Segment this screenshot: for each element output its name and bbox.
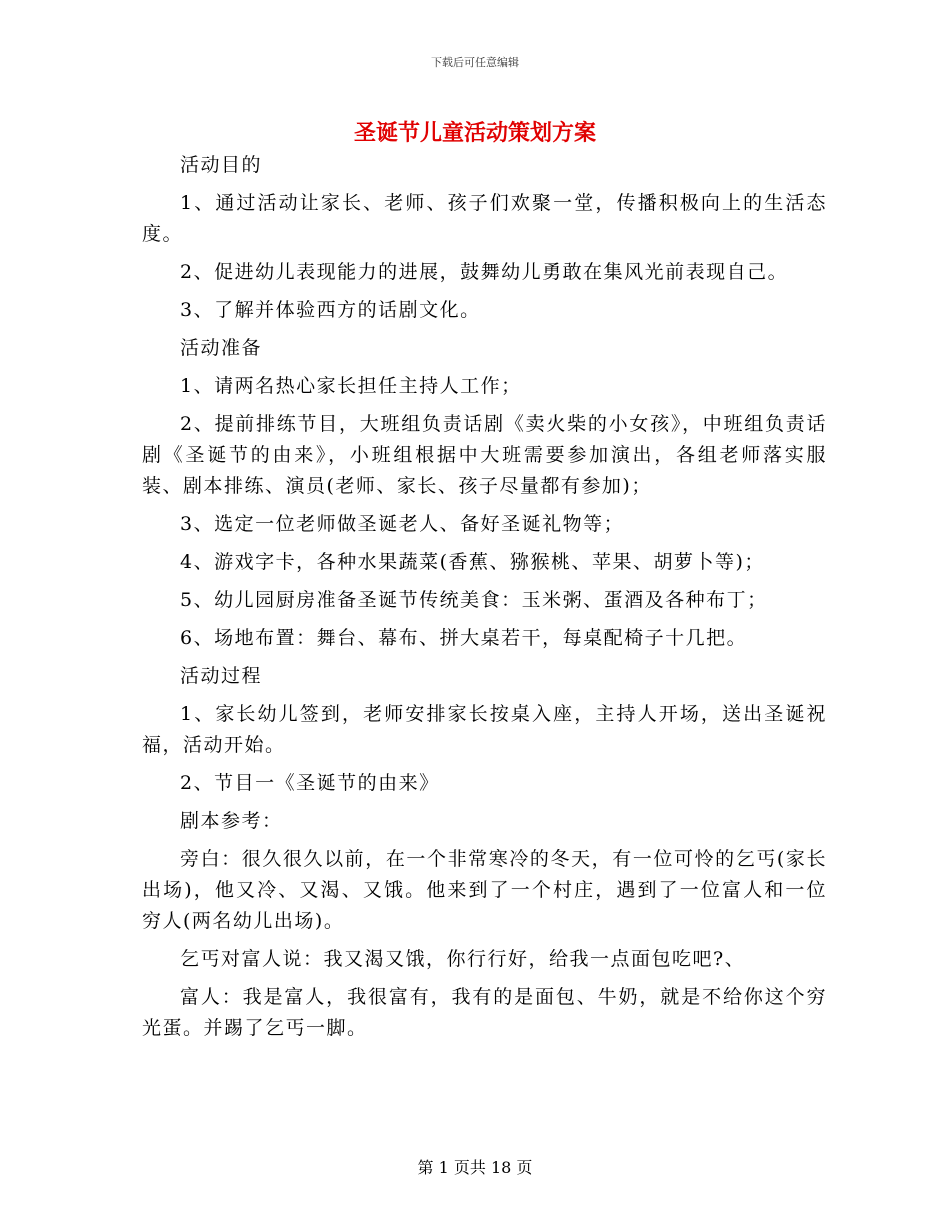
paragraph: 2、提前排练节目，大班组负责话剧《卖火柴的小女孩》，中班组负责话剧《圣诞节的由来》，小班组根据中大班需要参加演出，各组老师落实服装、剧本排练、演员(老师、家长、孩子尽量都有参加)； [142,413,827,497]
paragraph: 4、游戏字卡，各种水果蔬菜(香蕉、猕猴桃、苹果、胡萝卜等)； [180,551,765,573]
paragraph: 1、请两名热心家长担任主持人工作； [180,375,522,397]
paragraph: 3、了解并体验西方的话剧文化。 [180,299,481,321]
section-heading-purpose: 活动目的 [180,154,263,176]
page-number: 第 1 页共 18 页 [417,1158,533,1177]
paragraph: 富人：我是富人，我很富有，我有的是面包、牛奶，就是不给你这个穷光蛋。并踢了乞丐一脚。 [142,986,827,1039]
section-heading-process: 活动过程 [180,665,263,687]
paragraph: 乞丐对富人说：我又渴又饿，你行行好，给我一点面包吃吧?、 [180,948,746,970]
paragraph: 1、家长幼儿签到，老师安排家长按桌入座，主持人开场，送出圣诞祝福，活动开始。 [142,703,827,756]
document-title: 圣诞节儿童活动策划方案 [353,120,596,146]
document-body [142,150,827,1051]
paragraph: 剧本参考： [180,810,283,832]
header-note: 下载后可任意编辑 [431,56,519,69]
paragraph: 6、场地布置：舞台、幕布、拼大桌若干，每桌配椅子十几把。 [180,627,748,649]
paragraph: 2、节目一《圣诞节的由来》 [180,772,440,794]
paragraph: 1、通过活动让家长、老师、孩子们欢聚一堂，传播积极向上的生活态度。 [142,192,827,245]
paragraph: 3、选定一位老师做圣诞老人、备好圣诞礼物等； [180,513,625,535]
paragraph: 5、幼儿园厨房准备圣诞节传统美食：玉米粥、蛋酒及各种布丁； [180,589,768,611]
section-heading-preparation: 活动准备 [180,337,263,359]
paragraph: 2、促进幼儿表现能力的进展，鼓舞幼儿勇敢在集风光前表现自己。 [180,261,789,283]
paragraph: 旁白：很久很久以前，在一个非常寒冷的冬天，有一位可怜的乞丐(家长出场)，他又冷、又渴、又饿。他来到了一个村庄，遇到了一位富人和一位穷人(两名幼儿出场)。 [142,848,827,932]
